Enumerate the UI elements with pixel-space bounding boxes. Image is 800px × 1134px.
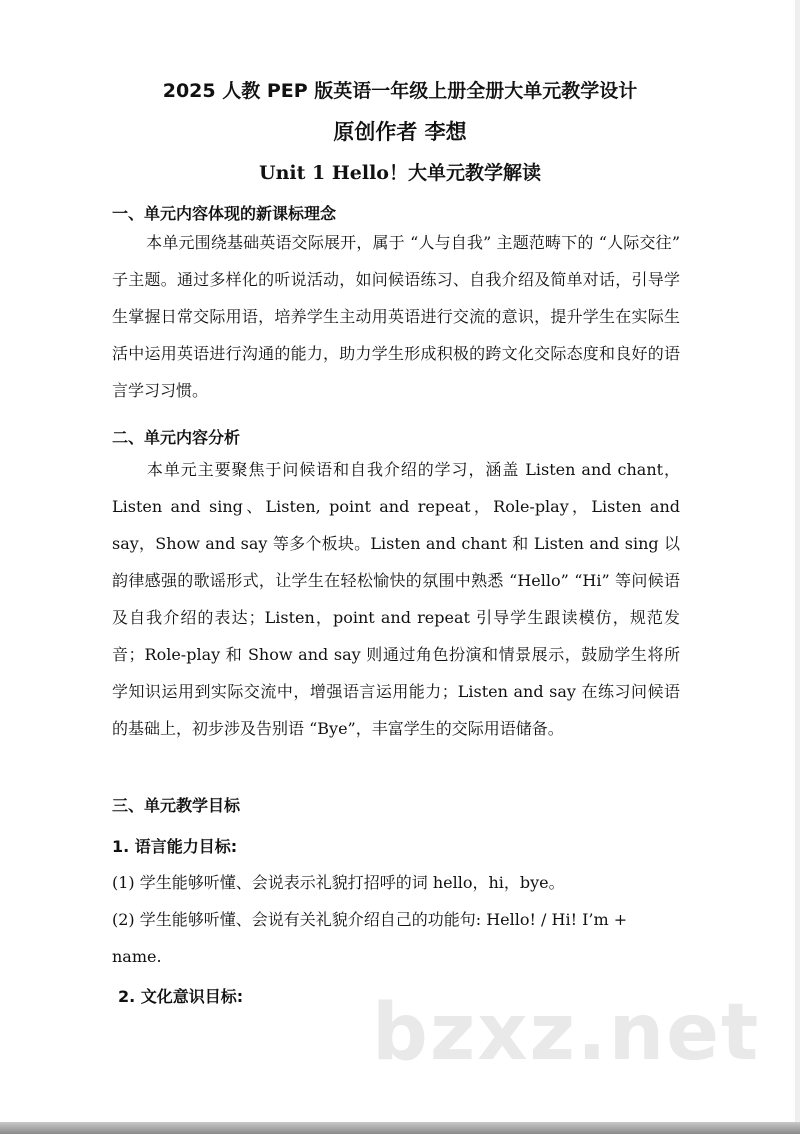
bottom-bar bbox=[0, 1122, 800, 1134]
author-line: 原创作者 李想 bbox=[333, 120, 467, 144]
objective-item-1: (1) 学生能够听懂、会说表示礼貌打招呼的词 hello，hi，bye。 bbox=[112, 873, 565, 892]
subheading-language-ability: 1. 语言能力目标: bbox=[112, 837, 238, 856]
section-heading-3: 三、单元教学目标 bbox=[112, 796, 241, 815]
watermark: bzxz.net bbox=[372, 988, 761, 1078]
section-heading-1: 一、单元内容体现的新课标理念 bbox=[112, 204, 337, 223]
unit-title: Unit 1 Hello！大单元教学解读 bbox=[259, 162, 541, 184]
section-paragraph-2 bbox=[112, 451, 680, 747]
document-title: 2025 人教 PEP 版英语一年级上册全册大单元教学设计 bbox=[162, 80, 638, 102]
section-paragraph-2-text: 本单元主要聚焦于问候语和自我介绍的学习，涵盖 Listen and chant，Listen and sing、Listen, point and repeat，Role-play，Listen and say，Show and say 等多个板块。Listen and chant 和 Listen and sing 以韵律感强的歌谣形式，让学生在轻松愉快的氛围中熟悉 “Hello” “Hi” 等问候语及自我介绍的表达；Listen，point and repeat 引导学生跟读模仿，规范发音；Role-play 和 Show and say 则通过角色扮演和情景展示，鼓励学生将所学知识运用到实际交流中，增强语言运用能力；Listen and say 在练习问候语的基础上，初步涉及告别语 “Bye”，丰富学生的交际用语储备。 bbox=[112, 460, 680, 738]
subheading-cultural-awareness: 2. 文化意识目标: bbox=[118, 987, 244, 1006]
section-paragraph-1-text: 本单元围绕基础英语交际展开，属于 “人与自我” 主题范畴下的 “人际交往” 子主题。通过多样化的听说活动，如问候语练习、自我介绍及简单对话，引导学生掌握日常交际用语，培养学生主动用英语进行交流的意识，提升学生在实际生活中运用英语进行沟通的能力，助力学生形成积极的跨文化交际态度和良好的语言学习习惯。 bbox=[112, 233, 680, 400]
section-paragraph-1 bbox=[112, 224, 680, 409]
page-edge bbox=[795, 0, 800, 1134]
section-heading-2: 二、单元内容分析 bbox=[112, 428, 241, 447]
objective-item-2: (2) 学生能够听懂、会说有关礼貌介绍自己的功能句: Hello! / Hi! I’m + name. bbox=[112, 910, 628, 966]
